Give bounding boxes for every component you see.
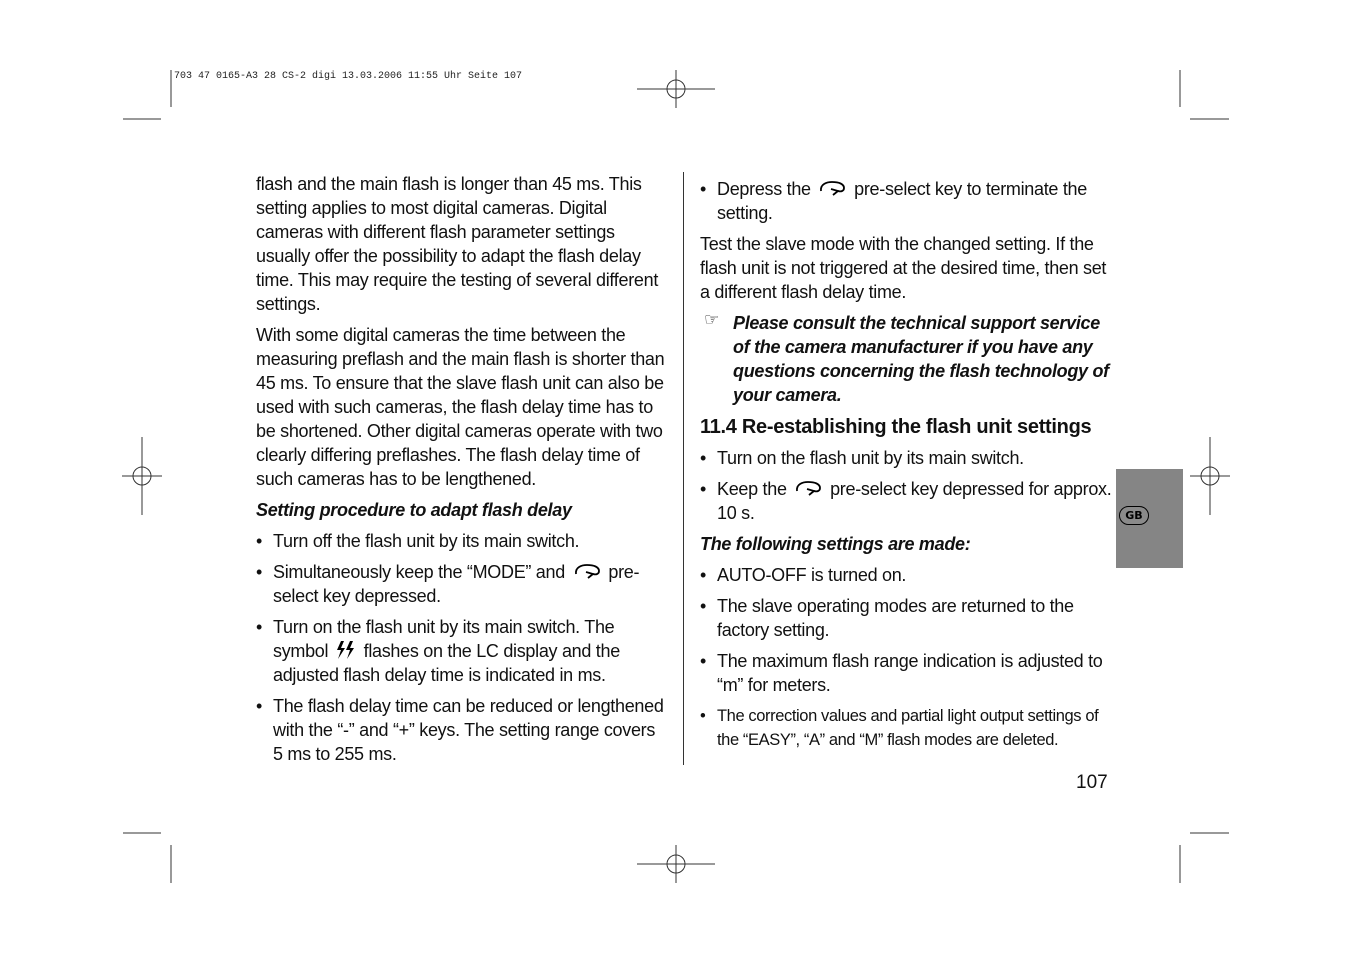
right-column — [700, 177, 1112, 759]
paragraph: With some digital cameras the time between the measuring preflash and the main flash is shorter than 45 ms. To ensure that the slave flash unit can also be used with such cameras, the flash delay time has to be shortened. Other digital cameras operate with two clearly differing preflashes. The flash delay time of such cameras has to be lengthened. — [256, 325, 665, 489]
list-item — [700, 477, 1112, 525]
list-item-text: pre-select key depressed. — [273, 562, 640, 606]
note — [700, 311, 1112, 407]
paragraph: Test the slave mode with the changed setting. If the flash unit is not triggered at the desired time, then set a different flash delay time. — [700, 234, 1107, 302]
pointing-hand-icon: ☞ — [704, 310, 719, 329]
list-item: • Turn off the flash unit by its main switch. — [256, 529, 668, 553]
list-item-text: flashes on the LC display and the adjusted flash delay time is indicated in ms. — [273, 641, 620, 685]
preselect-key-icon — [572, 563, 602, 579]
list-item-text: Depress the — [717, 179, 811, 199]
language-badge: GB — [1119, 506, 1149, 525]
left-column — [256, 172, 668, 773]
column-divider — [683, 172, 684, 765]
paragraph: flash and the main flash is longer than 45 ms. This setting applies to most digital cameras. Digital cameras with different flash parameter settings usually offer the possibility to adapt the flash delay time. This may require the testing of several different settings. — [256, 174, 659, 314]
page-number: 107 — [1076, 772, 1108, 793]
language-tab — [1116, 469, 1183, 568]
preselect-key-icon — [793, 480, 823, 496]
list-item — [256, 560, 668, 608]
list-item-text: pre-select key depressed for approx. 10 s. — [717, 479, 1112, 523]
preselect-key-icon — [817, 180, 847, 196]
section-heading: 11.4 Re-establishing the flash unit settings — [700, 416, 1092, 438]
print-header: 703 47 0165-A3 28 CS-2 digi 13.03.2006 11:55 Uhr Seite 107 — [174, 71, 523, 82]
list-item: • The flash delay time can be reduced or lengthened with the “-” and “+” keys. The setting range covers 5 ms to 255 ms. — [256, 694, 668, 766]
list-item: • The maximum flash range indication is adjusted to “m” for meters. — [700, 649, 1112, 697]
list-item — [700, 177, 1112, 225]
list-item-text: Simultaneously keep the “MODE” and — [273, 562, 565, 582]
list-item: • AUTO-OFF is turned on. — [700, 563, 1112, 587]
registration-mark-icon — [122, 437, 162, 515]
list-item: • The correction values and partial light output settings of the “EASY”, “A” and “M” flash modes are deleted. — [700, 704, 1112, 752]
subheading: The following settings are made: — [700, 534, 971, 554]
list-item: • The slave operating modes are returned to the factory setting. — [700, 594, 1112, 642]
list-item-text: Turn on the flash unit by its main switch. The symbol — [273, 617, 615, 661]
registration-mark-icon — [1190, 437, 1230, 515]
registration-mark-icon — [637, 70, 715, 110]
list-item-text: pre-select key to terminate the setting. — [717, 179, 1087, 223]
list-item — [256, 615, 668, 687]
double-lightning-icon — [335, 640, 357, 660]
note-text: Please consult the technical support service of the camera manufacturer if you have any questions concerning the flash technology of your camera. — [733, 313, 1109, 405]
list-item-text: Keep the — [717, 479, 787, 499]
subheading: Setting procedure to adapt flash delay — [256, 500, 572, 520]
registration-mark-icon — [637, 845, 715, 885]
list-item: • Turn on the flash unit by its main switch. — [700, 446, 1112, 470]
